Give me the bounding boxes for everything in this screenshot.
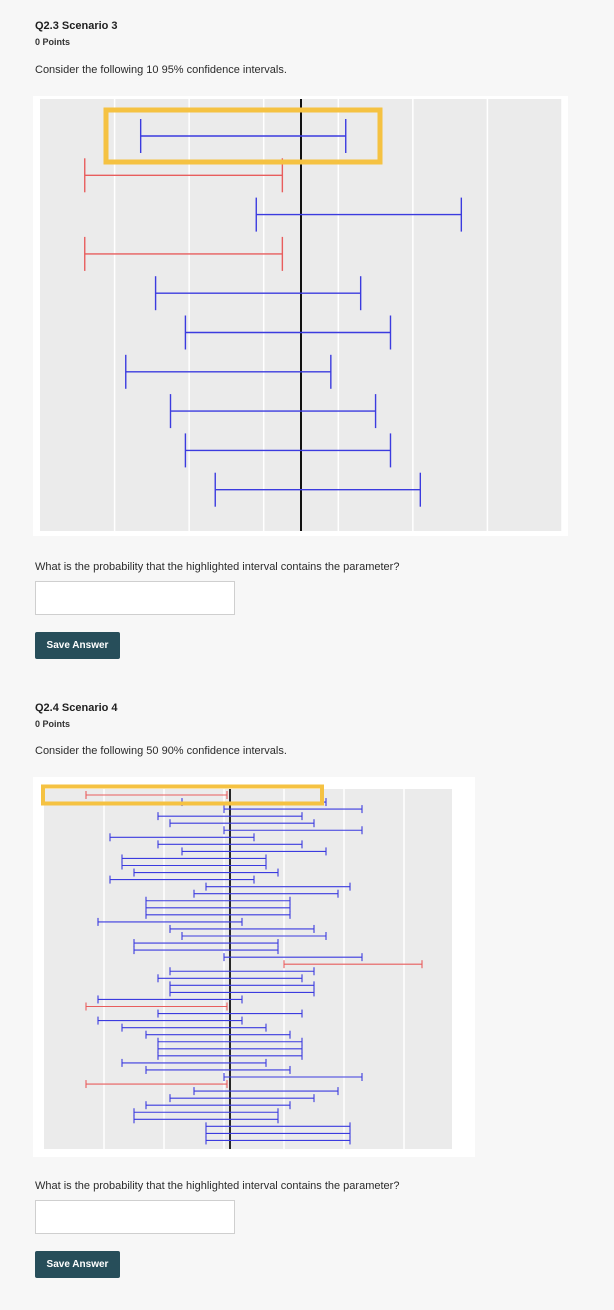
save-answer-button[interactable]: Save Answer xyxy=(35,1251,120,1278)
question-prompt: Consider the following 10 95% confidence intervals. xyxy=(35,64,287,76)
question-title: Q2.4 Scenario 4 xyxy=(35,702,118,714)
answer-input[interactable] xyxy=(35,1200,235,1234)
save-answer-button[interactable]: Save Answer xyxy=(35,632,120,659)
question-points: 0 Points xyxy=(35,719,71,729)
question-points: 0 Points xyxy=(35,37,71,47)
confidence-interval-chart xyxy=(33,777,475,1157)
question-text: What is the probability that the highlighted interval contains the parameter? xyxy=(35,1180,400,1192)
question-title: Q2.3 Scenario 3 xyxy=(35,20,118,32)
confidence-interval-chart xyxy=(33,96,568,536)
plot-panel xyxy=(44,789,452,1149)
question-text: What is the probability that the highlighted interval contains the parameter? xyxy=(35,561,400,573)
question-prompt: Consider the following 50 90% confidence intervals. xyxy=(35,745,287,757)
answer-input[interactable] xyxy=(35,581,235,615)
